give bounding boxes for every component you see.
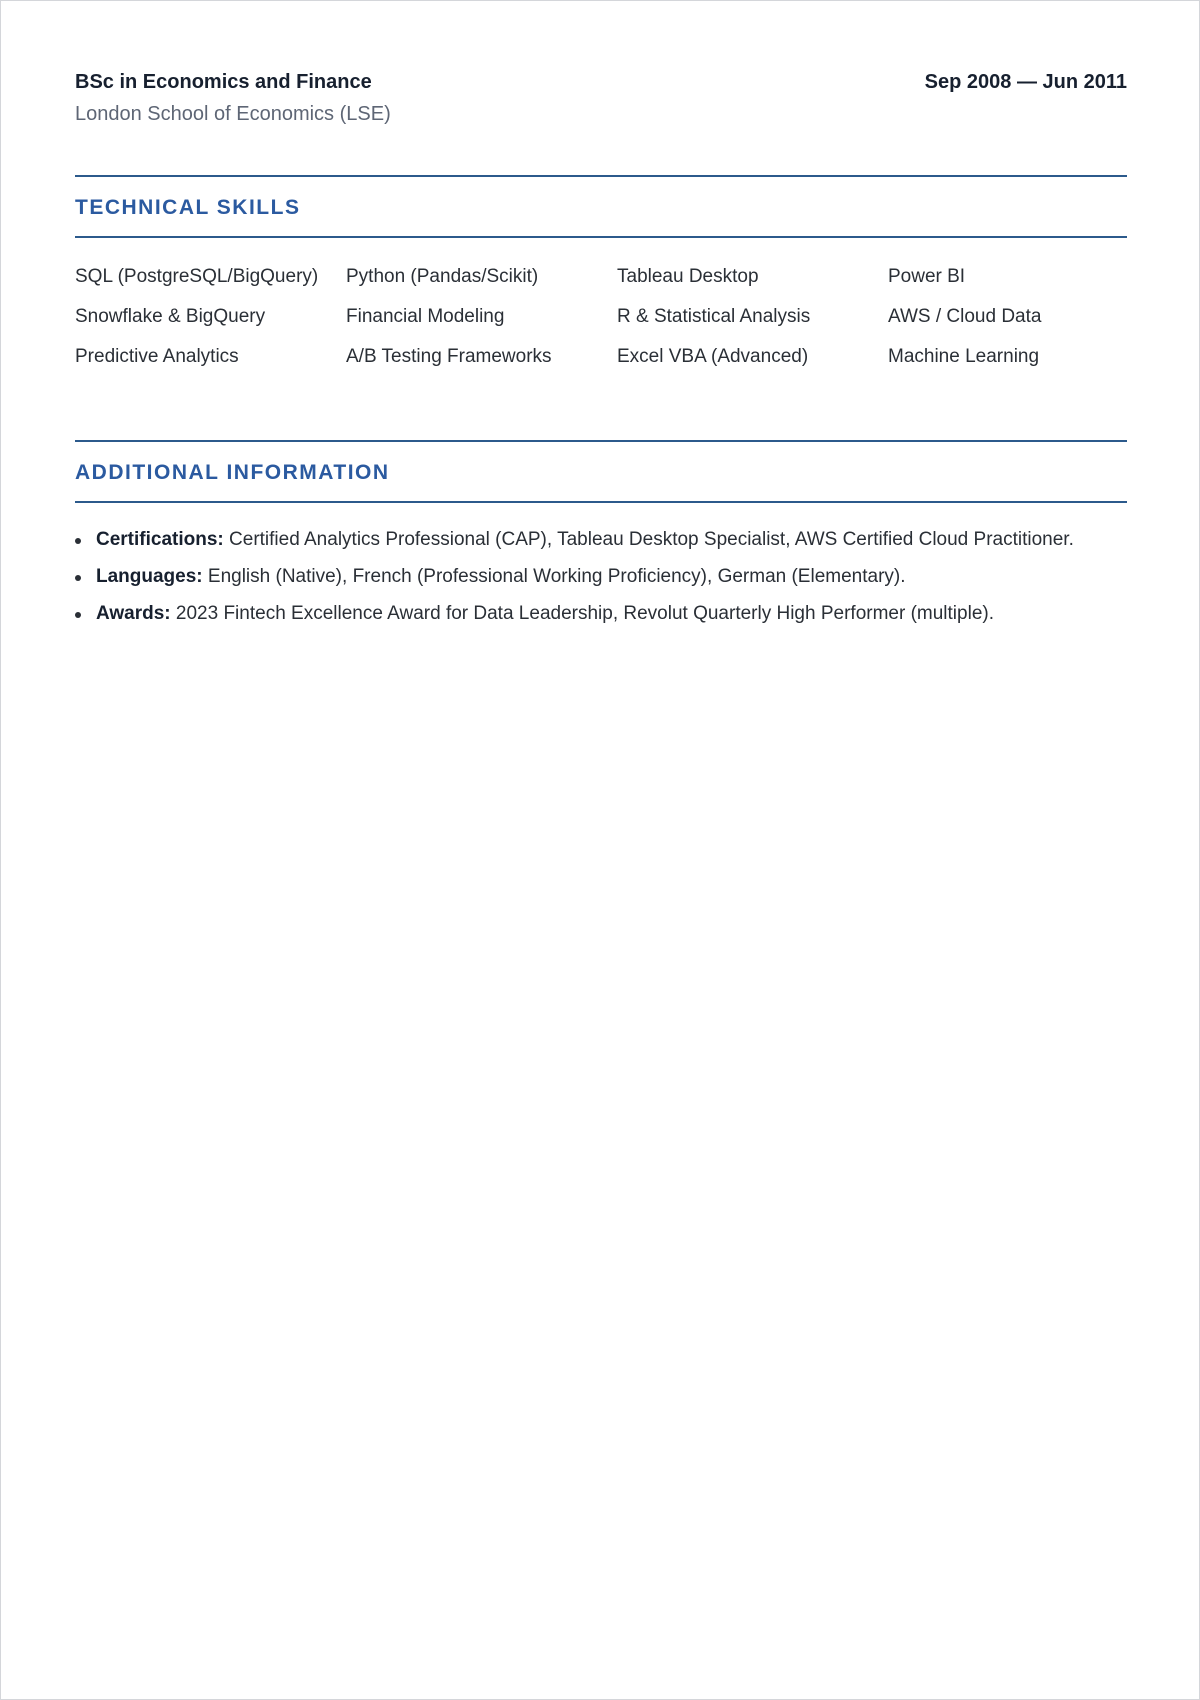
skills-row [75,343,1127,371]
education-dates: Sep 2008 — Jun 2011 [924,71,1127,93]
bullet-icon [75,538,81,544]
skill-item: A/B Testing Frameworks [346,346,552,367]
item-label: Awards: [96,603,171,624]
item-text: English (Native), French (Professional Working Proficiency), German (Elementary). [202,566,906,587]
education-entry [75,71,1127,131]
skills-row [75,303,1127,331]
skill-item: Snowflake & BigQuery [75,306,266,327]
skill-item: SQL (PostgreSQL/BigQuery) [75,266,319,287]
technical-skills-title: TECHNICAL SKILLS [75,196,301,219]
skill-item: R & Statistical Analysis [617,306,811,327]
item-text: Certified Analytics Professional (CAP), Tableau Desktop Specialist, AWS Certified Cloud Practitioner. [223,529,1074,550]
school-name: London School of Economics (LSE) [75,103,391,125]
item-text: 2023 Fintech Excellence Award for Data Leadership, Revolut Quarterly High Performer (multiple). [170,603,994,624]
skills-grid [75,263,1127,371]
degree-title: BSc in Economics and Finance [75,71,372,93]
skill-item: Tableau Desktop [617,266,759,287]
item-label: Languages: [96,566,203,587]
skill-item: Predictive Analytics [75,346,239,367]
item-label: Certifications: [96,529,224,550]
skill-item: Excel VBA (Advanced) [617,346,809,367]
additional-information-title: ADDITIONAL INFORMATION [75,461,390,484]
list-item-languages [75,563,1127,591]
additional-information-header [75,440,1127,503]
skills-row [75,263,1127,291]
additional-information-list [75,526,1127,628]
skill-item: AWS / Cloud Data [888,306,1042,327]
technical-skills-header [75,175,1127,238]
list-item-awards [75,600,1127,628]
skill-item: Financial Modeling [346,306,505,327]
bullet-icon [75,612,81,618]
skill-item: Python (Pandas/Scikit) [346,266,539,287]
skill-item: Machine Learning [888,346,1040,367]
skill-item: Power BI [888,266,966,287]
bullet-icon [75,575,81,581]
list-item-certifications [75,526,1127,554]
